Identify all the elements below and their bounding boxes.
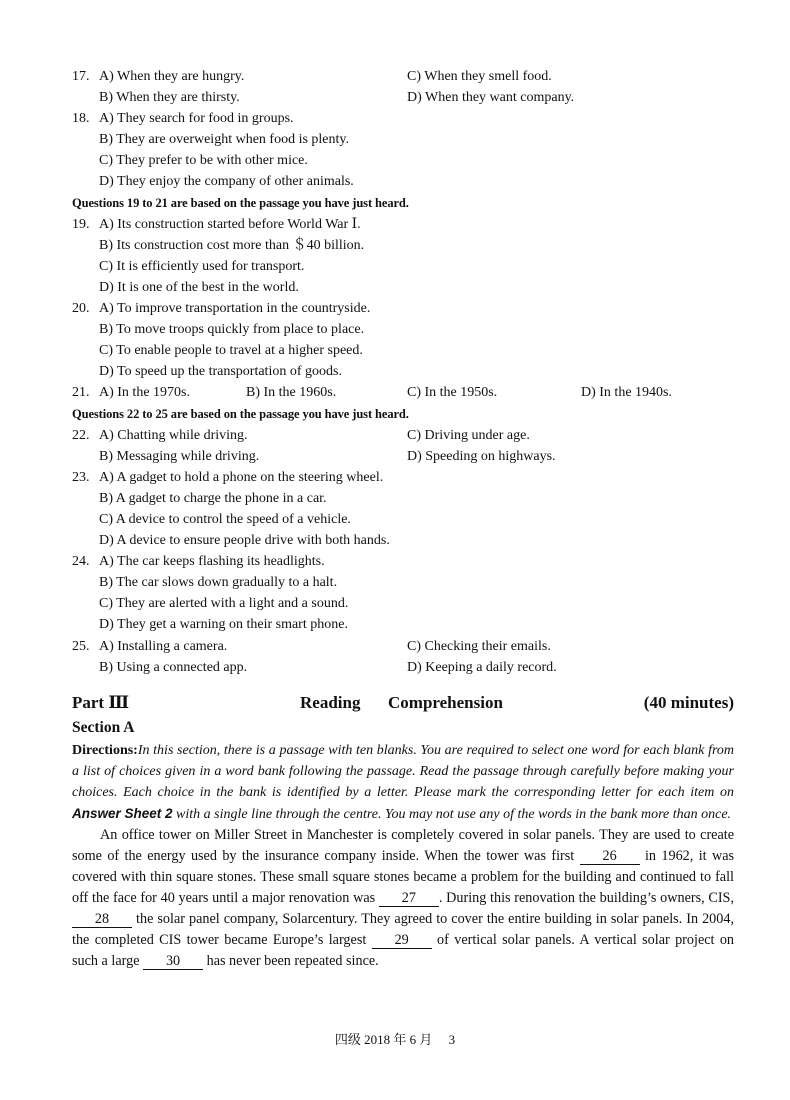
question-20-option-d: D) To speed up the transportation of goods. [99,364,342,380]
question-21-option-d: D) In the 1940s. [581,385,672,401]
questions-19-21-heading: Questions 19 to 21 are based on the passage you have just heard. [72,195,409,210]
blank-30[interactable]: 30 [143,953,203,970]
question-18-option-a: A) They search for food in groups. [99,111,294,127]
question-25-option-d: D) Keeping a daily record. [407,659,557,675]
question-17-row1 [72,66,734,87]
question-19-option-d: D) It is one of the best in the world. [99,279,299,295]
question-17-option-a: A) When they are hungry. [99,69,245,84]
section-a-heading: Section A [72,718,135,736]
part-label: Part Ⅲ [72,692,130,712]
question-20-row3 [72,340,734,361]
question-25-number: 25. [72,638,90,654]
question-19-row3 [72,256,734,277]
question-17-option-d: D) When they want company. [407,90,575,106]
page-footer: 四级 2018 年 6 月 3 [334,1032,456,1047]
question-19-option-c: C) It is efficiently used for transport. [99,258,305,274]
question-21-row1 [72,382,734,403]
question-24-option-c: C) They are alerted with a light and a sound. [99,596,349,612]
question-25-row2 [72,657,734,678]
question-23-row3 [72,509,734,530]
directions-text-2: with a single line through the centre. You may not use any of the words in the bank more than once. [176,806,732,822]
question-24-number: 24. [72,554,90,570]
passage-text-2: in 1962, it was covered with thin square stones. These small square stones became a problem for the building and continued to fall off the face for 40 years until a major renovation was [72,847,735,906]
passage-text-5: of vertical solar panels. A vertical solar project on such a large [72,932,735,970]
part-title-comprehension: Comprehension [388,692,503,712]
question-18-row3 [72,150,734,171]
question-18-number: 18. [72,111,90,127]
question-19-option-b: B) Its construction cost more than ＄40 billion. [99,237,365,253]
question-22-row2 [72,446,734,467]
question-19-row2 [72,235,734,256]
question-22-option-d: D) Speeding on highways. [407,448,556,464]
question-23-option-b: B) A gadget to charge the phone in a car. [99,490,327,506]
answer-sheet-reference: Answer Sheet 2 [72,805,173,821]
reading-passage [72,825,734,973]
question-24-row4 [72,614,734,635]
question-25-option-a: A) Installing a camera. [99,638,228,654]
question-21-option-a: A) In the 1970s. [99,385,190,401]
question-18-option-c: C) They prefer to be with other mice. [99,153,308,169]
question-21-option-b: B) In the 1960s. [246,385,337,401]
passage-text-3: . During this renovation the building’s owners, CIS, [438,890,734,906]
question-19-number: 19. [72,216,90,232]
question-24-option-a: A) The car keeps flashing its headlights. [99,554,325,570]
question-19-row1 [72,214,734,235]
question-24-option-b: B) The car slows down gradually to a halt. [99,575,338,591]
question-20-number: 20. [72,301,90,317]
question-20-option-a: A) To improve transportation in the countryside. [99,301,371,317]
exam-page [72,66,734,972]
question-20-row4 [72,361,734,382]
passage-text-4: the solar panel company, Solarcentury. They agreed to cover the entire building in solar panels. In 2004, the completed CIS tower became Europe’s largest [72,911,735,949]
question-24-row3 [72,593,734,614]
blank-28[interactable]: 28 [72,911,132,928]
question-25-row1 [72,636,734,657]
question-24-option-d: D) They get a warning on their smart phone. [99,617,348,633]
question-23-row2 [72,488,734,509]
question-23-option-c: C) A device to control the speed of a vehicle. [99,511,351,527]
part-3-header [72,690,734,716]
question-19-option-a: A) Its construction started before World War Ⅰ. [99,216,361,232]
question-17-option-b: B) When they are thirsty. [99,90,240,106]
part-title-reading: Reading [300,692,361,712]
question-25-option-c: C) Checking their emails. [407,638,551,654]
question-20-option-c: C) To enable people to travel at a higher speed. [99,343,363,359]
question-20-option-b: B) To move troops quickly from place to place. [99,322,365,338]
question-23-row1 [72,467,734,488]
question-23-row4 [72,530,734,551]
question-23-option-d: D) A device to ensure people drive with both hands. [99,533,390,549]
question-18-option-b: B) They are overweight when food is plenty. [99,132,349,148]
question-18-option-d: D) They enjoy the company of other animals. [99,174,354,190]
question-18-row2 [72,129,734,150]
blank-27[interactable]: 27 [379,890,439,907]
question-19-row4 [72,277,734,298]
question-21-option-c: C) In the 1950s. [407,385,498,401]
question-17-option-c: C) When they smell food. [407,69,552,84]
question-22-number: 22. [72,427,90,443]
passage-text-1: An office tower on Miller Street in Manchester is completely covered in solar panels. They are used to create some of the energy used by the insurance company inside. When the tower was first [72,826,734,864]
question-18-row1 [72,108,734,129]
part-time-limit: (40 minutes) [643,692,734,712]
question-23-number: 23. [72,469,90,485]
blank-29[interactable]: 29 [372,932,432,949]
question-20-row2 [72,319,734,340]
question-17-row2 [72,87,734,108]
question-21-number: 21. [72,385,90,401]
questions-22-25-heading: Questions 22 to 25 are based on the passage you have just heard. [72,406,409,421]
question-24-row2 [72,572,734,593]
question-25-option-b: B) Using a connected app. [99,659,248,675]
blank-26[interactable]: 26 [580,848,640,865]
question-18-row4 [72,171,734,192]
directions-label: Directions: [72,742,138,758]
directions-text-1: In this section, there is a passage with ten blanks. You are required to select one word for each blank from a list of choices given in a word bank following the passage. Read the passage through carefully before making your choices. Each choice in the bank is identified by a letter. Please mark the corresponding letter for each item on [72,742,734,800]
question-22-option-b: B) Messaging while driving. [99,448,260,464]
passage-text-6: has never been repeated since. [206,953,379,970]
question-22-option-c: C) Driving under age. [407,427,530,443]
question-22-option-a: A) Chatting while driving. [99,427,248,443]
question-17-number: 17. [72,69,90,84]
question-23-option-a: A) A gadget to hold a phone on the steering wheel. [99,469,384,485]
question-24-row1 [72,551,734,572]
question-22-row1 [72,425,734,446]
directions-paragraph [72,740,734,825]
question-20-row1 [72,298,734,319]
